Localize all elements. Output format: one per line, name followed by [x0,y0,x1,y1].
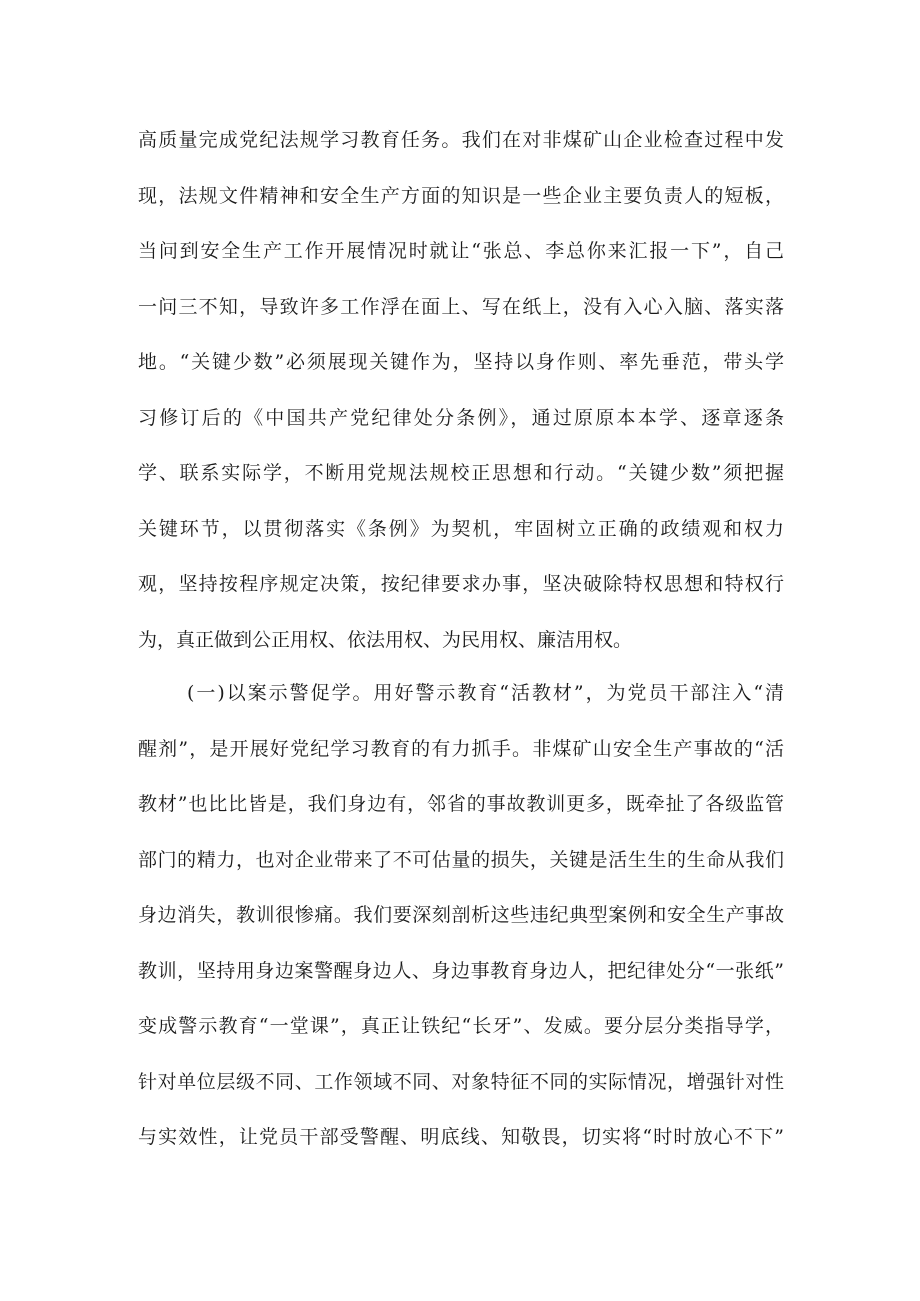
text-line: 习修订后的《中国共产党纪律处分条例》，通过原原本本学、逐章逐条 [138,406,784,429]
text-line: 学、联系实际学，不断用党规法规校正思想和行动。“关键少数”须把握 [138,462,784,484]
paragraph-2 [138,666,784,1166]
text-line: 地。“关键少数”必须展现关键作为，坚持以身作则、率先垂范，带头学 [138,351,784,373]
text-line: 与实效性，让党员干部受警醒、明底线、知敬畏，切实将“时时放心不下” [138,1126,784,1148]
text-line: 变成警示教育“一堂课”，真正让铁纪“长牙”、发威。要分层分类指导学， [138,1015,784,1037]
text-line: 观，坚持按程序规定决策，按纪律要求办事，坚决破除特权思想和特权行 [138,573,784,595]
text-line: 一问三不知，导致许多工作浮在面上、写在纸上，没有入心入脑、落实落 [138,295,784,318]
paragraph-1 [138,113,784,668]
text-line: 教训，坚持用身边案警醒身边人、身边事教育身边人，把纪律处分“一张纸” [138,959,784,982]
text-line: (一)以案示警促学。用好警示教育“活教材”，为党员干部注入“清 [187,682,784,704]
text-line: 高质量完成党纪法规学习教育任务。我们在对非煤矿山企业检查过程中发 [138,129,784,151]
text-line: 身边消失，教训很惨痛。我们要深刻剖析这些违纪典型案例和安全生产事故 [138,904,784,926]
text-line: 当问到安全生产工作开展情况时就让“张总、李总你来汇报一下”，自己 [138,240,784,262]
text-line: 教材”也比比皆是，我们身边有，邻省的事故教训更多，既牵扯了各级监管 [138,793,784,815]
text-line: 关键环节，以贯彻落实《条例》为契机，牢固树立正确的政绩观和权力 [138,517,784,540]
text-line: 醒剂”，是开展好党纪学习教育的有力抓手。非煤矿山安全生产事故的“活 [138,737,784,760]
text-line: 现，法规文件精神和安全生产方面的知识是一些企业主要负责人的短板， [138,184,784,207]
text-line: 为，真正做到公正用权、依法用权、为民用权、廉洁用权。 [138,628,633,651]
text-line: 针对单位层级不同、工作领域不同、对象特征不同的实际情况，增强针对性 [138,1070,784,1093]
text-line: 部门的精力，也对企业带来了不可估量的损失，关键是活生生的生命从我们 [138,848,784,871]
